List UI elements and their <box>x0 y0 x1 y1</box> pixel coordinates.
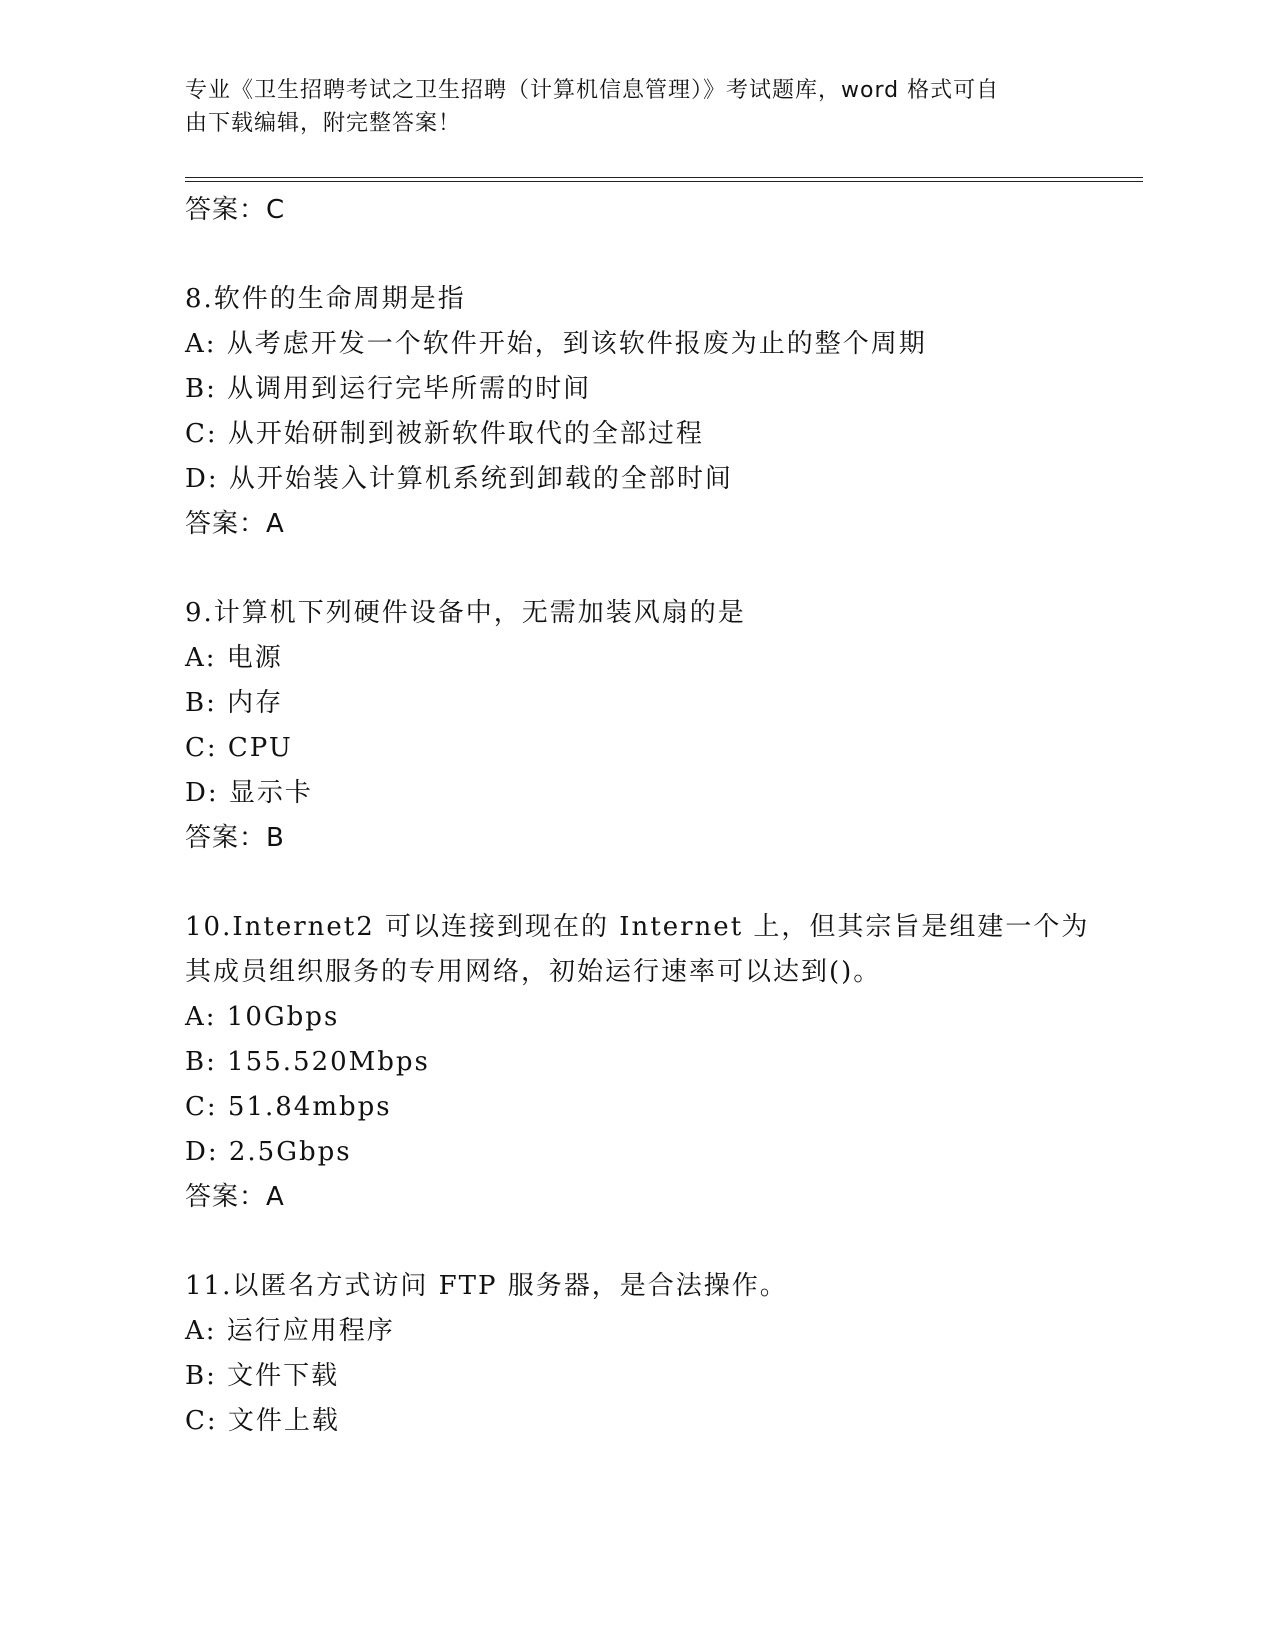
answer-label: 答案：A <box>185 509 285 539</box>
option-a: A: 电源 <box>185 643 283 673</box>
answer-label: 答案：B <box>185 823 285 853</box>
header-divider-thick <box>185 177 1143 178</box>
header-line-1: 专业《卫生招聘考试之卫生招聘（计算机信息管理）》考试题库，word 格式可自 <box>185 78 1000 103</box>
question-block <box>185 905 1105 1220</box>
option-d: D: 显示卡 <box>185 778 313 808</box>
spacer <box>185 233 1105 277</box>
question-text: 9.计算机下列硬件设备中，无需加装风扇的是 <box>185 598 746 628</box>
question-block <box>185 1264 1105 1444</box>
question-block <box>185 591 1105 861</box>
option-a: A: 10Gbps <box>185 1002 340 1032</box>
spacer <box>185 861 1105 905</box>
question-text-line-1: 10.Internet2 可以连接到现在的 Internet 上，但其宗旨是组建一个为 <box>185 912 1090 942</box>
option-c: C: CPU <box>185 733 293 763</box>
header-line-2: 由下载编辑，附完整答案！ <box>185 111 462 136</box>
answer-label: 答案：A <box>185 1182 285 1212</box>
option-a: A: 运行应用程序 <box>185 1316 395 1346</box>
option-d: D: 2.5Gbps <box>185 1137 352 1167</box>
question-text: 8.软件的生命周期是指 <box>185 284 466 314</box>
document-header <box>185 74 1065 140</box>
option-c: C: 从开始研制到被新软件取代的全部过程 <box>185 419 704 449</box>
spacer <box>185 1220 1105 1264</box>
option-b: B: 155.520Mbps <box>185 1047 430 1077</box>
header-divider-thin <box>185 181 1143 182</box>
option-b: B: 文件下载 <box>185 1361 340 1391</box>
option-c: C: 文件上载 <box>185 1406 340 1436</box>
option-a: A: 从考虑开发一个软件开始，到该软件报废为止的整个周期 <box>185 329 927 359</box>
question-list <box>185 188 1105 1444</box>
question-text-line-2: 其成员组织服务的专用网络，初始运行速率可以达到()。 <box>185 957 882 987</box>
option-d: D: 从开始装入计算机系统到卸载的全部时间 <box>185 464 733 494</box>
option-b: B: 从调用到运行完毕所需的时间 <box>185 374 592 404</box>
question-text: 11.以匿名方式访问 FTP 服务器，是合法操作。 <box>185 1271 788 1301</box>
question-block <box>185 277 1105 547</box>
answer-label: 答案：C <box>185 195 286 225</box>
spacer <box>185 547 1105 591</box>
option-b: B: 内存 <box>185 688 284 718</box>
option-c: C: 51.84mbps <box>185 1092 392 1122</box>
